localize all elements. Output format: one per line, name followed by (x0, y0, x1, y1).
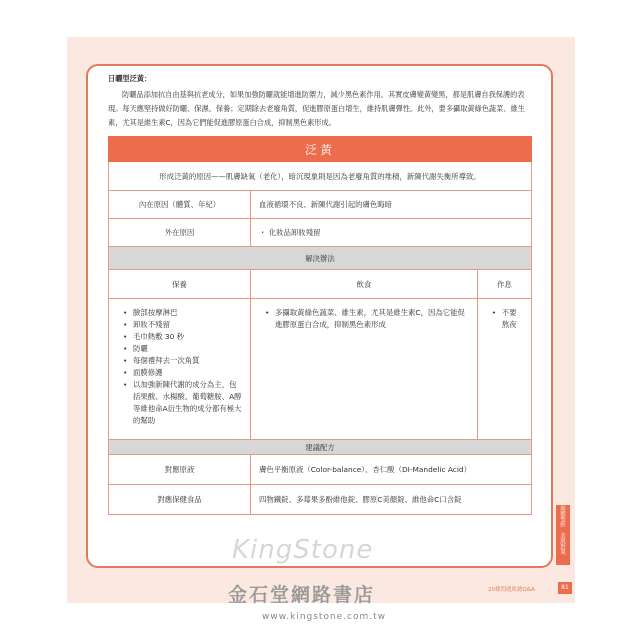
list-item: • 不要熬夜 (496, 307, 523, 331)
col-rest-header: 作息 (477, 270, 531, 299)
side-tab-text: 面膜聖經 美肌對策 (559, 505, 565, 555)
solutions-header: 解決辦法 (109, 247, 532, 270)
list-item: • 防曬 (127, 343, 242, 355)
diet-list-cell (251, 299, 478, 440)
watermark-store: 金石堂網路書店 (228, 584, 376, 606)
watermark-url: www.kingstone.com.tw (262, 612, 387, 622)
internal-cause-value: 血液循環不良、新陳代謝引起的膚色晦暗 (251, 191, 532, 219)
page-number: 81 (558, 582, 572, 594)
diet-list (259, 307, 469, 331)
external-cause-label: 外在原因 (109, 219, 251, 247)
list-item: • 以加強新陳代謝的成分為主，包括果酸、水楊酸、葡萄糖胺、A醇等維他命A衍生物的成分都有極大的幫助 (127, 379, 242, 427)
col-diet-header: 飲食 (251, 270, 478, 299)
list-item: • 毛巾熱敷 30 秒 (127, 331, 242, 343)
food-label: 對應保健食品 (109, 485, 251, 515)
external-cause-value: ・ 化妝品卸妝殘留 (251, 219, 532, 247)
list-item: • 每個禮拜去一次角質 (127, 355, 242, 367)
care-list (117, 307, 242, 427)
rest-list-cell (477, 299, 531, 440)
footer-text: 20種問題肌總Q&A (488, 587, 535, 593)
internal-cause-label: 內在原因（體質、年紀） (109, 191, 251, 219)
food-value: 四物鐵錠、多莓果多酚維他錠、膠原C美顏錠、維他命C口含錠 (251, 485, 532, 515)
formula-label: 對應原液 (109, 455, 251, 485)
list-item: • 臉部按摩淋巴 (127, 307, 242, 319)
list-item: • 卸妝不殘留 (127, 319, 242, 331)
list-item: • 多攝取黃綠色蔬菜、維生素，尤其是維生素C，因為它能促進膠原蛋白合成，抑制黑色素形成 (269, 307, 469, 331)
intro-heading: 日曬型泛黃： (108, 74, 152, 83)
table-title: 泛黃 (109, 137, 532, 162)
rest-list (486, 307, 523, 331)
list-item: • 面膜修護 (127, 367, 242, 379)
formula-value: 膚色平衡原液（Color-balance）、杏仁酸（DI-Mandelic Acid） (251, 455, 532, 485)
intro-paragraph: 防曬品添加抗自由基與抗老成分，如果加強防曬就能增進防禦力，減少黑色素作用。其實皮膚變黃變黑，都是肌膚自我保護的表現。每天應堅持做好防曬、保濕、保養；定期除去老廢角質，促進膠原蛋白增生，維持肌膚彈性。此外，要多攝取黃綠色蔬菜、維生素，尤其是維生素C，因為它們能促進膠原蛋白合成，抑制黑色素形成。 (108, 90, 525, 127)
intro-section (108, 72, 528, 130)
care-list-cell (109, 299, 251, 440)
col-care-header: 保養 (109, 270, 251, 299)
cause-summary: 形成泛黃的原因——肌膚缺氧（老化），暗沉現象則是因為老廢角質的堆積，新陳代謝失衡所導致。 (109, 162, 532, 191)
yellowing-table (108, 136, 532, 515)
watermark-brand: KingStone (232, 535, 374, 565)
recommend-header: 建議配方 (109, 440, 532, 455)
